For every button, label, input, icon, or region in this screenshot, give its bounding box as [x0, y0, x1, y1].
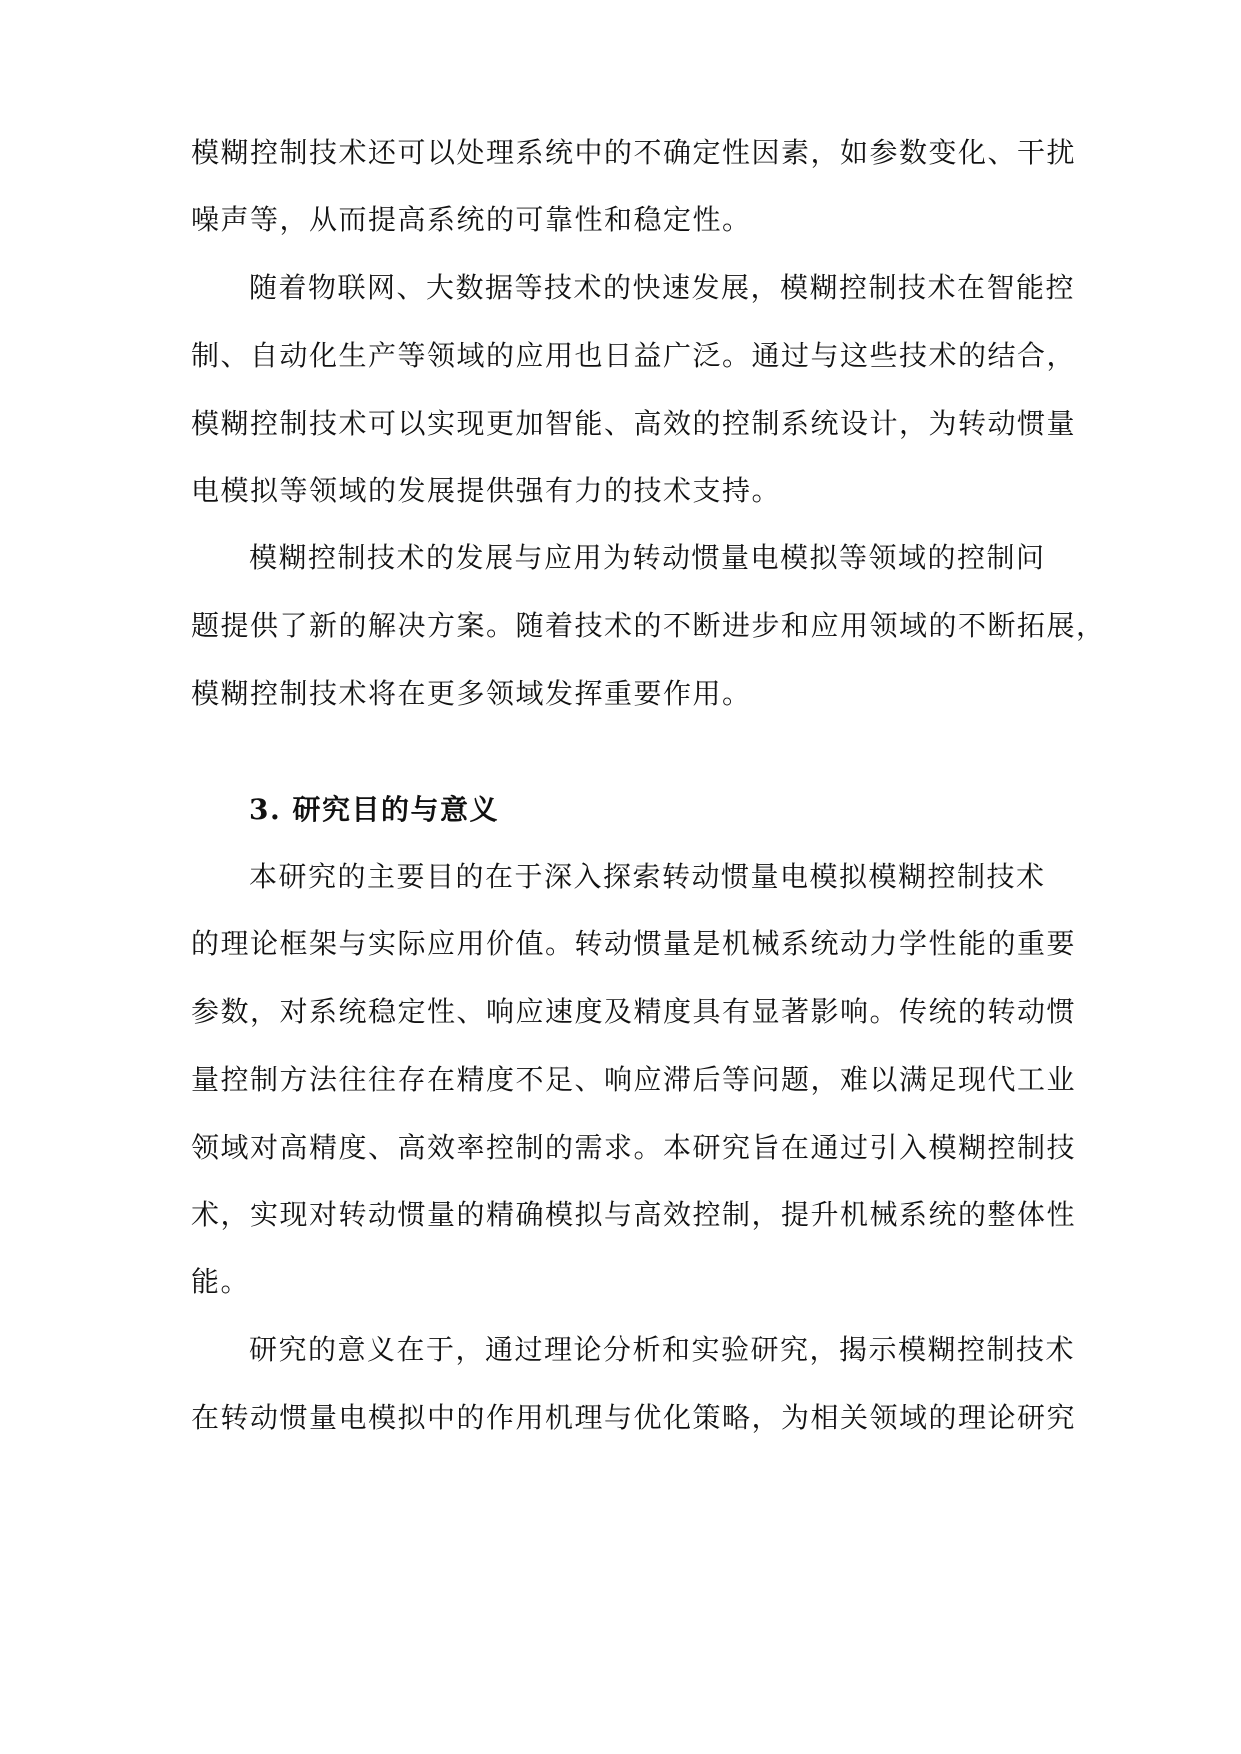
paragraph-2-line-2: 制、自动化生产等领域的应用也日益广泛。通过与这些技术的结合，: [191, 339, 1077, 372]
paragraph-1-line-1: 模糊控制技术还可以处理系统中的不确定性因素，如参数变化、干扰: [191, 136, 1077, 169]
section-paragraph-2-line-1: 研究的意义在于，通过理论分析和实验研究，揭示模糊控制技术: [249, 1333, 1076, 1366]
section-paragraph-1-line-6: 术，实现对转动惯量的精确模拟与高效控制，提升机械系统的整体性: [191, 1198, 1077, 1231]
section-paragraph-1-line-5: 领域对高精度、高效率控制的需求。本研究旨在通过引入模糊控制技: [191, 1131, 1077, 1164]
paragraph-2-line-3: 模糊控制技术可以实现更加智能、高效的控制系统设计，为转动惯量: [191, 407, 1077, 440]
section-paragraph-1-line-1: 本研究的主要目的在于深入探索转动惯量电模拟模糊控制技术: [249, 860, 1046, 893]
paragraph-1-line-2: 噪声等，从而提高系统的可靠性和稳定性。: [191, 203, 752, 236]
section-paragraph-2-line-2: 在转动惯量电模拟中的作用机理与优化策略，为相关领域的理论研究: [191, 1401, 1077, 1434]
section-paragraph-1-line-7: 能。: [191, 1265, 251, 1298]
section-paragraph-1-line-2: 的理论框架与实际应用价值。转动惯量是机械系统动力学性能的重要: [191, 927, 1077, 960]
section-paragraph-1-line-3: 参数，对系统稳定性、响应速度及精度具有显著影响。传统的转动惯: [191, 995, 1077, 1028]
paragraph-2-line-1: 随着物联网、大数据等技术的快速发展，模糊控制技术在智能控: [249, 271, 1076, 304]
paragraph-3-line-3: 模糊控制技术将在更多领域发挥重要作用。: [191, 677, 752, 710]
section-heading: 3. 研究目的与意义: [249, 793, 499, 826]
paragraph-3-line-1: 模糊控制技术的发展与应用为转动惯量电模拟等领域的控制问: [249, 541, 1046, 574]
paragraph-2-line-4: 电模拟等领域的发展提供强有力的技术支持。: [191, 474, 782, 507]
paragraph-3-line-2: 题提供了新的解决方案。随着技术的不断进步和应用领域的不断拓展，: [191, 609, 1106, 642]
section-paragraph-1-line-4: 量控制方法往往存在精度不足、响应滞后等问题，难以满足现代工业: [191, 1063, 1077, 1096]
